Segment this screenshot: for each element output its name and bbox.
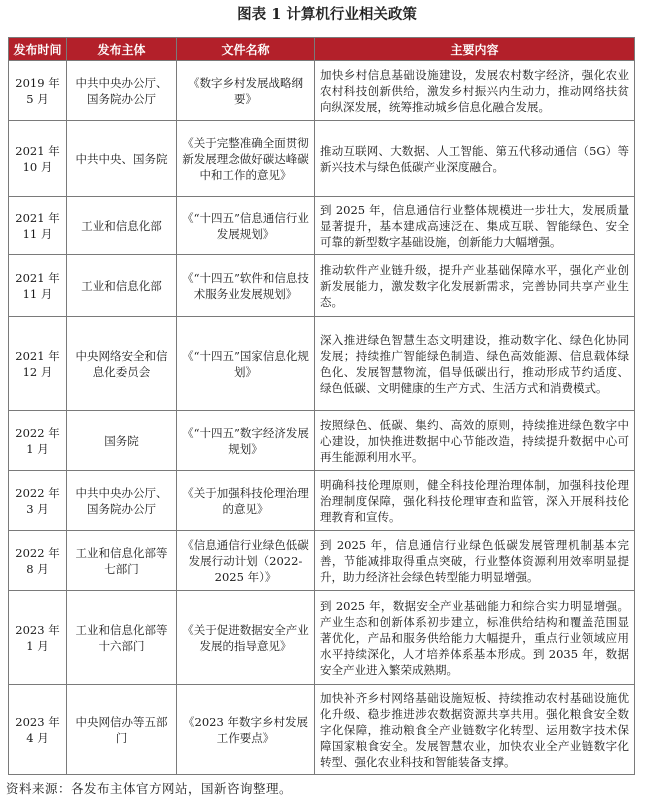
cell-document-name: 《“十四五”软件和信息技术服务业发展规划》 bbox=[177, 255, 315, 317]
cell-issuer: 工业和信息化部 bbox=[67, 255, 177, 317]
cell-date: 2023 年 4 月 bbox=[9, 685, 67, 775]
cell-date: 2021 年 11 月 bbox=[9, 255, 67, 317]
cell-issuer: 工业和信息化部等七部门 bbox=[67, 531, 177, 591]
table-row bbox=[9, 317, 635, 411]
header-date: 发布时间 bbox=[9, 38, 67, 61]
cell-issuer: 中共中央、国务院 bbox=[67, 121, 177, 197]
header-issuer: 发布主体 bbox=[67, 38, 177, 61]
table-row bbox=[9, 197, 635, 255]
cell-document-name: 《数字乡村发展战略纲要》 bbox=[177, 61, 315, 121]
table-row bbox=[9, 685, 635, 775]
cell-issuer: 中央网络安全和信息化委员会 bbox=[67, 317, 177, 411]
table-row bbox=[9, 121, 635, 197]
cell-document-name: 《“十四五”国家信息化规划》 bbox=[177, 317, 315, 411]
cell-document-name: 《信息通信行业绿色低碳发展行动计划（2022-2025 年）》 bbox=[177, 531, 315, 591]
table-row bbox=[9, 61, 635, 121]
cell-date: 2021 年 12 月 bbox=[9, 317, 67, 411]
cell-issuer: 中共中央办公厅、国务院办公厅 bbox=[67, 471, 177, 531]
cell-content: 按照绿色、低碳、集约、高效的原则，持续推进绿色数字中心建设，加快推进数据中心节能改造，持续提升数据中心可再生能源利用水平。 bbox=[315, 411, 635, 471]
cell-issuer: 工业和信息化部 bbox=[67, 197, 177, 255]
cell-content: 到 2025 年，数据安全产业基础能力和综合实力明显增强。产业生态和创新体系初步建立，标准供给结构和覆盖范围显著优化，产品和服务供给能力大幅提升，重点行业领域应用水平持续深化，人才培养体系基本形成。到 2035 年，数据安全产业进入繁荣成熟期。 bbox=[315, 591, 635, 685]
header-main-content: 主要内容 bbox=[315, 38, 635, 61]
cell-issuer: 国务院 bbox=[67, 411, 177, 471]
cell-content: 推动软件产业链升级，提升产业基础保障水平，强化产业创新发展能力，激发数字化发展新需求，完善协同共享产业生态。 bbox=[315, 255, 635, 317]
table-header-row bbox=[9, 38, 635, 61]
figure-title: 图表 1 计算机行业相关政策 bbox=[237, 6, 417, 23]
cell-date: 2019 年 5 月 bbox=[9, 61, 67, 121]
policy-table bbox=[8, 37, 635, 775]
cell-document-name: 《“十四五”数字经济发展规划》 bbox=[177, 411, 315, 471]
cell-content: 明确科技伦理原则，健全科技伦理治理体制，加强科技伦理治理制度保障，强化科技伦理审查和监管，深入开展科技伦理教育和宣传。 bbox=[315, 471, 635, 531]
table-row bbox=[9, 255, 635, 317]
cell-issuer: 中央网信办等五部门 bbox=[67, 685, 177, 775]
cell-document-name: 《关于促进数据安全产业发展的指导意见》 bbox=[177, 591, 315, 685]
table-row bbox=[9, 411, 635, 471]
cell-date: 2022 年 1 月 bbox=[9, 411, 67, 471]
cell-issuer: 中共中央办公厅、国务院办公厅 bbox=[67, 61, 177, 121]
cell-content: 加快补齐乡村网络基础设施短板、持续推动农村基础设施优化升级、稳步推进涉农数据资源共享共用。强化粮食安全数字化保障，推动粮食全产业链数字化转型、运用数字技术保障国家粮食安全。发展智慧农业，加快农业全产业链数字化转型、强化农业科技和智能装备支撑。 bbox=[315, 685, 635, 775]
cell-content: 推动互联网、大数据、人工智能、第五代移动通信（5G）等新兴技术与绿色低碳产业深度融合。 bbox=[315, 121, 635, 197]
cell-content: 加快乡村信息基础设施建设，发展农村数字经济，强化农业农村科技创新供给，激发乡村振兴内生动力，推动网络扶贫向纵深发展，统筹推动城乡信息化融合发展。 bbox=[315, 61, 635, 121]
cell-document-name: 《2023 年数字乡村发展工作要点》 bbox=[177, 685, 315, 775]
cell-content: 到 2025 年，信息通信行业整体规模进一步壮大，发展质量显著提升，基本建成高速泛在、集成互联、智能绿色、安全可靠的新型数字基础设施，创新能力大幅增强。 bbox=[315, 197, 635, 255]
cell-date: 2022 年 3 月 bbox=[9, 471, 67, 531]
cell-document-name: 《关于完整准确全面贯彻新发展理念做好碳达峰碳中和工作的意见》 bbox=[177, 121, 315, 197]
source-note: 资料来源：各发布主体官方网站，国新咨询整理。 bbox=[6, 781, 293, 796]
cell-date: 2021 年 11 月 bbox=[9, 197, 67, 255]
table-row bbox=[9, 591, 635, 685]
cell-date: 2021 年 10 月 bbox=[9, 121, 67, 197]
cell-date: 2022 年 8 月 bbox=[9, 531, 67, 591]
cell-document-name: 《“十四五”信息通信行业发展规划》 bbox=[177, 197, 315, 255]
cell-content: 到 2025 年，信息通信行业绿色低碳发展管理机制基本完善，节能减排取得重点突破，行业整体资源利用效率明显提升，助力经济社会绿色转型能力明显增强。 bbox=[315, 531, 635, 591]
table-row bbox=[9, 531, 635, 591]
header-document-name: 文件名称 bbox=[177, 38, 315, 61]
cell-content: 深入推进绿色智慧生态文明建设，推动数字化、绿色化协同发展；持续推广智能绿色制造、绿色高效能源、信息载体绿色化、发展智慧物流，倡导低碳出行，推动形成节约适度、绿色低碳、文明健康的生产方式、生活方式和消费模式。 bbox=[315, 317, 635, 411]
table-row bbox=[9, 471, 635, 531]
cell-document-name: 《关于加强科技伦理治理的意见》 bbox=[177, 471, 315, 531]
cell-date: 2023 年 1 月 bbox=[9, 591, 67, 685]
cell-issuer: 工业和信息化部等十六部门 bbox=[67, 591, 177, 685]
